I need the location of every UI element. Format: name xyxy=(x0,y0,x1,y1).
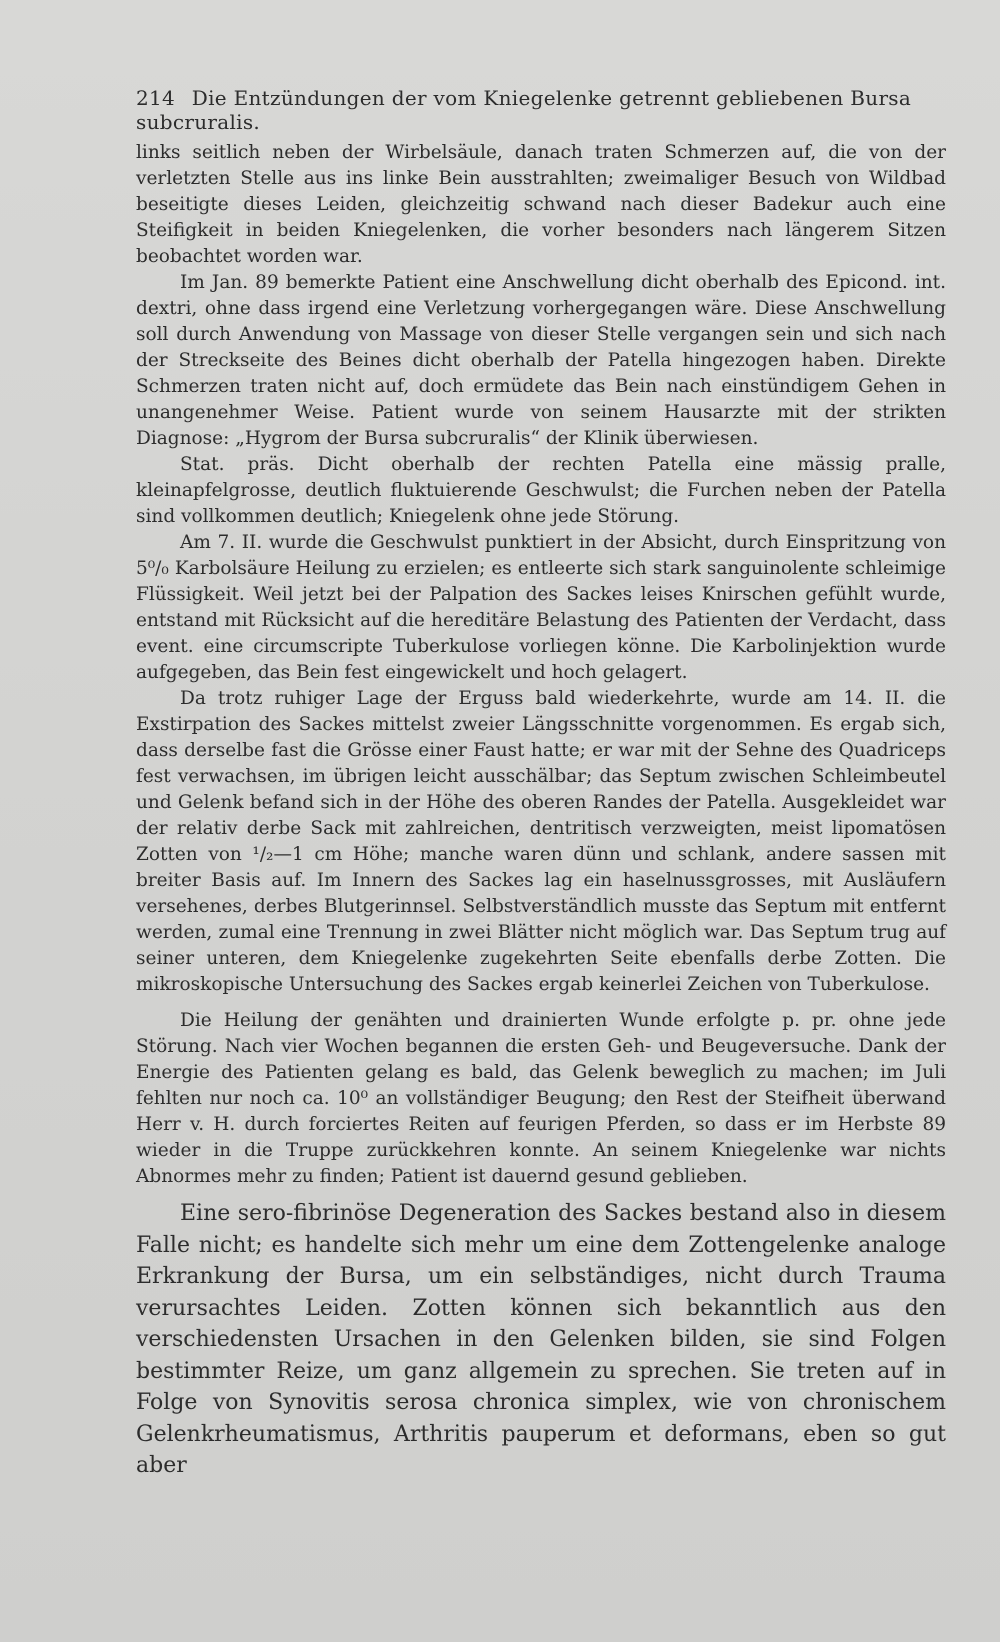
page-number: 214 xyxy=(136,86,176,110)
body-text xyxy=(136,140,946,1482)
paragraph: Die Heilung der genähten und drainierten Wunde erfolgte p. pr. ohne jede Störung. Nach vier Wochen begannen die ersten Geh- und Beugeversuche. Dank der Energie des Patienten gelang es bald, das Gelenk beweglich zu machen; im Juli fehlten nur noch ca. 10⁰ an vollständiger Beugung; den Rest der Steifheit überwand Herr v. H. durch forciertes Reiten auf feurigen Pferden, so dass er im Herbste 89 wieder in die Truppe zurückkehren konnte. An seinem Kniegelenke war nichts Abnormes mehr zu finden; Patient ist dauernd gesund geblieben. xyxy=(136,1010,946,1187)
paragraph-large-type: Eine sero-fibrinöse Degeneration des Sackes bestand also in diesem Falle nicht; es handelte sich mehr um eine dem Zottengelenke analoge Erkrankung der Bursa, um ein selbständiges, nicht durch Trauma verursachtes Leiden. Zotten können sich bekanntlich aus den verschiedensten Ursachen in den Gelenken bilden, sie sind Folgen bestimmter Reize, um ganz allgemein zu sprechen. Sie treten auf in Folge von Synovitis serosa chronica simplex, wie von chronischem Gelenkrheumatismus, Arthritis pauperum et deformans, eben so gut aber xyxy=(136,1201,946,1478)
paragraph: Im Jan. 89 bemerkte Patient eine Anschwellung dicht oberhalb des Epicond. int. dextri, ohne dass irgend eine Verletzung vorhergegangen wäre. Diese Anschwellung soll durch Anwendung von Massage von dieser Stelle vergangen sein und sich nach der Streckseite des Beines dicht oberhalb der Patella hingezogen haben. Direkte Schmerzen traten nicht auf, doch ermüdete das Bein nach einstündigem Gehen in unangenehmer Weise. Patient wurde von seinem Hausarzte mit der strikten Diagnose: „Hygrom der Bursa subcruralis“ der Klinik überwiesen. xyxy=(136,272,946,449)
paragraph-continued: links seitlich neben der Wirbelsäule, danach traten Schmerzen auf, die von der verletzten Stelle aus ins linke Bein ausstrahlten; zweimaliger Besuch von Wildbad beseitigte dieses Leiden, gleichzeitig schwand nach dieser Badekur auch eine Steifigkeit in beiden Kniegelenken, die vorher besonders nach längerem Sitzen beobachtet worden war. xyxy=(136,142,946,267)
running-head xyxy=(136,86,946,134)
paragraph: Am 7. II. wurde die Geschwulst punktiert in der Absicht, durch Einspritzung von 5⁰/₀ Karbolsäure Heilung zu erzielen; es entleerte sich stark sanguinolente schleimige Flüssigkeit. Weil jetzt bei der Palpation des Sackes leises Knirschen gefühlt wurde, entstand mit Rücksicht auf die hereditäre Belastung des Patienten der Verdacht, dass event. eine circumscripte Tuberkulose vorliegen könne. Die Karbolinjektion wurde aufgegeben, das Bein fest eingewickelt und hoch gelagert. xyxy=(136,532,946,683)
paragraph: Stat. präs. Dicht oberhalb der rechten Patella eine mässig pralle, kleinapfelgrosse, deutlich fluktuierende Geschwulst; die Furchen neben der Patella sind vollkommen deutlich; Kniegelenk ohne jede Störung. xyxy=(136,454,946,527)
paragraph: Da trotz ruhiger Lage der Erguss bald wiederkehrte, wurde am 14. II. die Exstirpation des Sackes mittelst zweier Längsschnitte vorgenommen. Es ergab sich, dass derselbe fast die Grösse einer Faust hatte; er war mit der Sehne des Quadriceps fest verwachsen, im übrigen leicht ausschälbar; das Septum zwischen Schleimbeutel und Gelenk befand sich in der Höhe des oberen Randes der Patella. Ausgekleidet war der relativ derbe Sack mit zahlreichen, dentritisch verzweigten, meist lipomatösen Zotten von ¹/₂—1 cm Höhe; manche waren dünn und schlank, andere sassen mit breiter Basis auf. Im Innern des Sackes lag ein haselnussgrosses, mit Ausläufern versehenes, derbes Blutgerinnsel. Selbstverständlich musste das Septum mit entfernt werden, zumal eine Trennung in zwei Blätter nicht möglich war. Das Septum trug auf seiner unteren, dem Kniegelenke zugekehrten Seite ebenfalls derbe Zotten. Die mikroskopische Untersuchung des Sackes ergab keinerlei Zeichen von Tuberkulose. xyxy=(136,688,946,995)
running-title: Die Entzündungen der vom Kniegelenke getrennt gebliebenen Bursa subcruralis. xyxy=(136,86,912,134)
